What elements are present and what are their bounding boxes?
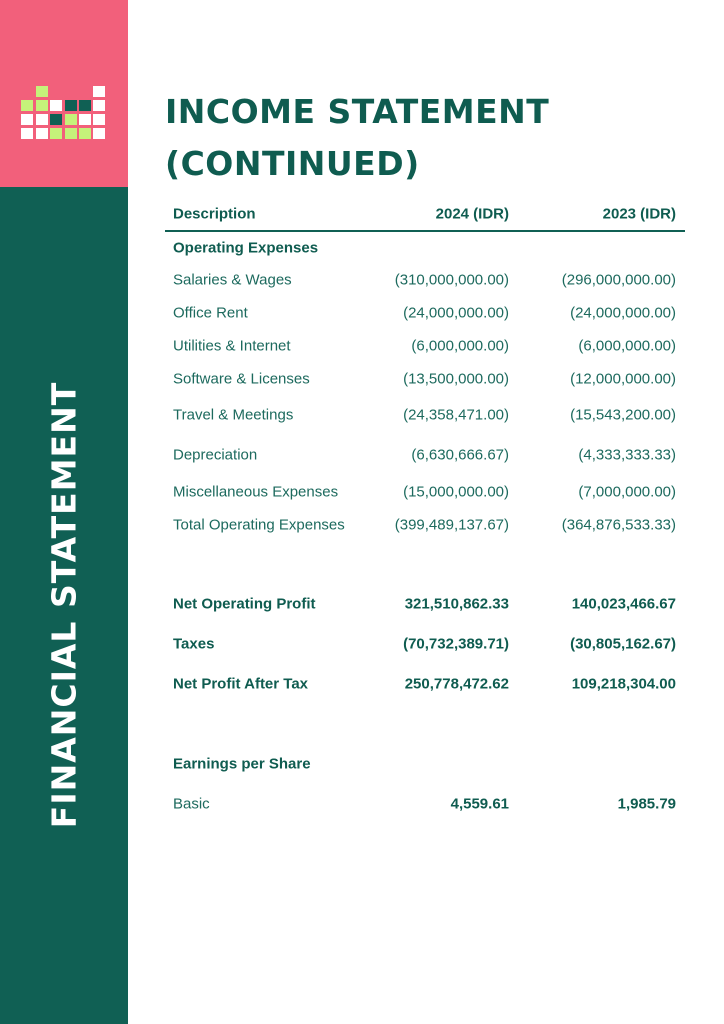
row-value-2023: (4,333,333.33) xyxy=(578,446,676,464)
table-header-row xyxy=(165,198,685,232)
summary-row xyxy=(165,664,685,704)
row-value-2024: (24,358,471.00) xyxy=(403,406,509,424)
row-value-2023: (296,000,000.00) xyxy=(561,271,676,288)
sidebar xyxy=(0,0,128,1024)
table-row xyxy=(165,263,685,296)
row-value-2024: 4,559.61 xyxy=(450,795,509,813)
page-title xyxy=(165,86,685,190)
logo-block xyxy=(0,0,128,187)
income-statement-table xyxy=(165,198,685,824)
table-row-eps-basic xyxy=(165,784,685,824)
table-row xyxy=(165,329,685,362)
page-title-line1: INCOME STATEMENT xyxy=(165,92,550,131)
table-row xyxy=(165,296,685,329)
row-label: Salaries & Wages xyxy=(173,271,292,288)
spacer xyxy=(165,541,685,584)
row-value-2024: (15,000,000.00) xyxy=(403,483,509,500)
summary-label: Net Profit After Tax xyxy=(173,675,309,693)
row-label: Basic xyxy=(173,795,210,813)
header-description: Description xyxy=(173,205,256,223)
bar-grid-logo-icon xyxy=(0,0,128,187)
row-label: Software & Licenses xyxy=(173,370,310,387)
spacer xyxy=(165,704,685,744)
section-eps xyxy=(165,744,685,784)
row-value-2023: 1,985.79 xyxy=(617,795,676,813)
header-2023: 2023 (IDR) xyxy=(602,205,676,223)
row-value-2024: (310,000,000.00) xyxy=(394,271,509,288)
table-row xyxy=(165,395,685,435)
row-value-2024: (6,630,666.67) xyxy=(411,446,509,464)
row-value-2024: (24,000,000.00) xyxy=(403,304,509,321)
summary-value-2024: (70,732,389.71) xyxy=(403,635,509,653)
row-value-2023: (6,000,000.00) xyxy=(578,337,676,354)
row-value-2023: (24,000,000.00) xyxy=(570,304,676,321)
summary-value-2024: 250,778,472.62 xyxy=(404,675,509,693)
row-value-2023: (7,000,000.00) xyxy=(578,483,676,500)
summary-row xyxy=(165,624,685,664)
table-row xyxy=(165,435,685,475)
row-value-2024: (399,489,137.67) xyxy=(394,516,509,533)
summary-value-2023: 109,218,304.00 xyxy=(571,675,676,693)
section-label: Operating Expenses xyxy=(173,239,319,256)
row-value-2024: (13,500,000.00) xyxy=(403,370,509,387)
row-label: Utilities & Internet xyxy=(173,337,291,354)
row-label: Travel & Meetings xyxy=(173,406,294,424)
row-value-2023: (12,000,000.00) xyxy=(570,370,676,387)
summary-value-2023: (30,805,162.67) xyxy=(570,635,676,653)
summary-label: Taxes xyxy=(173,635,215,653)
section-operating-expenses xyxy=(165,232,685,263)
row-value-2023: (364,876,533.33) xyxy=(561,516,676,533)
table-row xyxy=(165,362,685,395)
header-2024: 2024 (IDR) xyxy=(435,205,509,223)
sidebar-vertical-title: FINANCIAL STATEMENT xyxy=(44,381,84,829)
row-label: Depreciation xyxy=(173,446,258,464)
summary-row xyxy=(165,584,685,624)
table-row-total xyxy=(165,508,685,541)
summary-label: Net Operating Profit xyxy=(173,595,316,613)
table-row xyxy=(165,475,685,508)
summary-value-2023: 140,023,466.67 xyxy=(571,595,676,613)
section-label: Earnings per Share xyxy=(173,755,311,773)
row-label: Total Operating Expenses xyxy=(173,516,345,533)
row-label: Miscellaneous Expenses xyxy=(173,483,339,500)
row-label: Office Rent xyxy=(173,304,248,321)
page-title-line2: (CONTINUED) xyxy=(165,144,420,183)
row-value-2023: (15,543,200.00) xyxy=(570,406,676,424)
row-value-2024: (6,000,000.00) xyxy=(411,337,509,354)
summary-value-2024: 321,510,862.33 xyxy=(404,595,509,613)
